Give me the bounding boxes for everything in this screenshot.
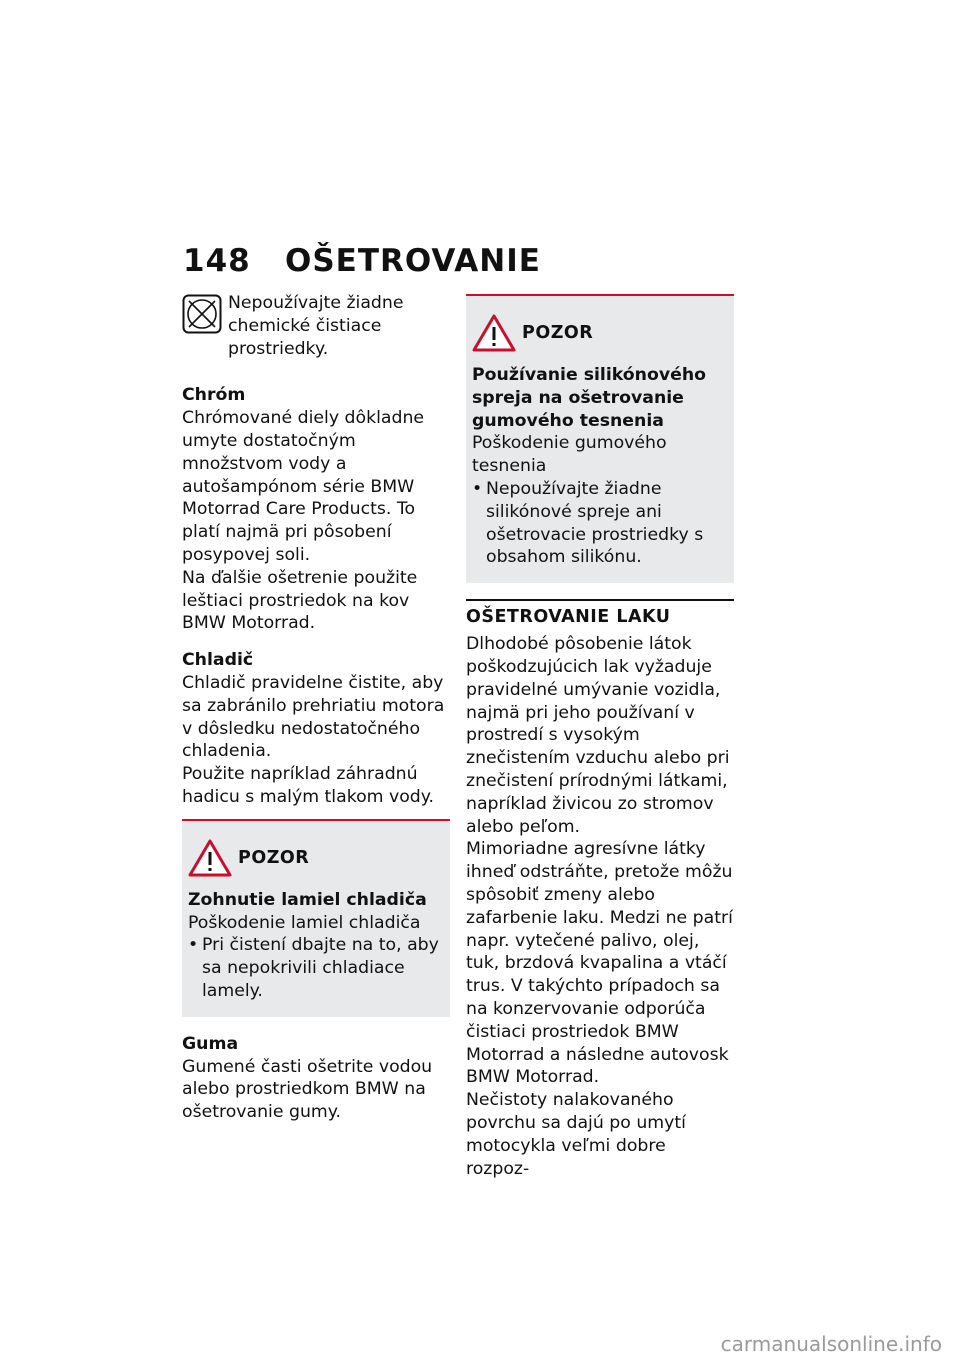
warning-title: Používanie silikónového spreja na ošetrovanie gumového tesnenia: [472, 365, 707, 431]
no-chemicals-notice: [182, 292, 450, 360]
warning-bullet: • Pri čistení dbajte na to, aby sa nepokrivili chladiace lamely.: [188, 934, 444, 1002]
warning-title: Zohnutie lamiel chladiča: [188, 889, 427, 910]
warning-text: Poškodenie gumového tesnenia: [472, 433, 667, 477]
warning-text: Poškodenie lamiel chladiča: [188, 912, 421, 933]
chrom-text-2: Na ďalšie ošetrenie použite leštiaci prostriedok na kov BMW Motorrad.: [182, 567, 418, 634]
warning-bullet: • Nepoužívajte žiadne silikónové spreje ani ošetrovacie prostriedky s obsahom silikónu.: [472, 478, 728, 569]
warning-box-silicone: [466, 294, 734, 583]
chapter-title: OŠETROVANIE: [285, 243, 541, 279]
notice-text: Nepoužívajte žiadne chemické čistiace prostriedky.: [228, 293, 404, 359]
chrom-text-1: Chrómované diely dôkladne umyte dostatočným množstvom vody a autošampónom série BMW Motorrad Care Products. To platí najmä pri pôsobení posypovej soli.: [182, 408, 425, 565]
warning-triangle-icon: [472, 314, 516, 352]
chrom-heading: Chróm: [182, 385, 246, 406]
laku-text-1: Dlhodobé pôsobenie látok poškodzujúcich lak vyžaduje pravidelné umývanie vozidla, najmä pri jeho používaní v prostredí s vysokým znečistením vzduchu alebo pri znečistení prírodnými látkami, napríklad živicou zo stromov alebo peľom.: [466, 634, 730, 837]
laku-text-2: Mimoriadne agresívne látky ihneď odstráňte, pretože môžu spôsobiť zmeny alebo zafarbenie laku. Medzi ne patrí napr. vytečené palivo, olej, tuk, brzdová kvapalina a vtáčí trus. V takýchto prípadoch sa na konzervovanie odporúča čistiaci prostriedok BMW Motorrad a následne autovosk BMW Motorrad.: [466, 839, 733, 1088]
guma-text: Gumené časti ošetrite vodou alebo prostriedkom BMW na ošetrovanie gumy.: [182, 1056, 433, 1123]
right-column: [466, 292, 734, 1180]
warning-bullet-text: Nepoužívajte žiadne silikónové spreje ani ošetrovacie prostriedky s obsahom silikónu.: [486, 478, 704, 568]
warning-label-text: POZOR: [522, 323, 594, 343]
no-chemicals-icon: [182, 294, 222, 334]
page-number: 148: [183, 243, 251, 279]
chladic-text-1: Chladič pravidelne čistite, aby sa zabránilo prehriatiu motora v dôsledku nedostatočného chladenia.: [182, 672, 445, 762]
warning-triangle-icon: [188, 839, 232, 877]
section-heading-laku: OŠETROVANIE LAKU: [466, 599, 734, 627]
warning-label: [472, 314, 728, 352]
page-header: [183, 243, 541, 283]
warning-label-text: POZOR: [238, 847, 310, 868]
chladic-heading: Chladič: [182, 650, 254, 671]
left-column: [182, 292, 450, 1124]
warning-bullet-text: Pri čistení dbajte na to, aby sa nepokrivili chladiace lamely.: [202, 935, 439, 1001]
laku-text-3: Nečistoty nalakovaného povrchu sa dajú po umytí motocykla veľmi dobre rozpoz-: [466, 1090, 686, 1179]
warning-box-radiator: [182, 819, 450, 1017]
guma-heading: Guma: [182, 1033, 239, 1054]
watermark: carmanualsonline.info: [720, 1332, 942, 1356]
chladic-text-2: Použite napríklad záhradnú hadicu s malým tlakom vody.: [182, 764, 435, 807]
warning-label: [188, 839, 444, 877]
